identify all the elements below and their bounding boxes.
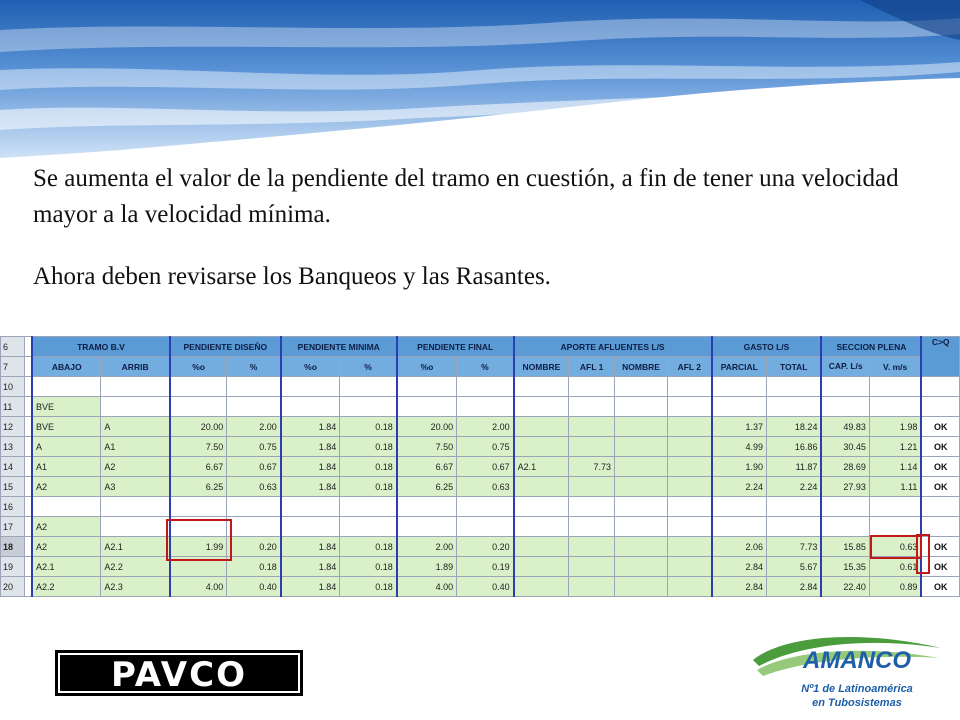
cell-final-percent[interactable] [457,397,514,417]
cell-diseno-permil[interactable] [170,397,227,417]
cell-final-permil[interactable]: 6.67 [397,457,457,477]
cell-afl-1[interactable] [569,557,615,577]
design-slope-highlight [166,519,232,561]
cell-total[interactable]: 7.73 [767,537,822,557]
subheader-final-permil[interactable]: %o [397,357,457,377]
group-pendiente-minima[interactable]: PENDIENTE MINIMA [281,337,397,357]
cell-afl-1[interactable] [569,477,615,497]
cell-total[interactable] [767,397,822,417]
table-row [1,477,960,497]
cell-final-permil[interactable]: 2.00 [397,537,457,557]
cell-nombre-2[interactable] [615,397,668,417]
cell-nombre-1[interactable] [514,377,569,397]
cell-arrib[interactable]: A1 [101,437,170,457]
cell-velocidad[interactable] [869,377,921,397]
cell-minima-permil[interactable] [281,497,340,517]
cell-afl-2[interactable] [668,377,712,397]
row-number[interactable]: 20 [1,577,25,597]
row-number[interactable]: 18 [1,537,25,557]
pavco-logo [55,650,303,696]
cell-afl-1[interactable] [569,577,615,597]
gap-cell [24,497,32,517]
cell-minima-permil[interactable]: 1.84 [281,537,340,557]
row-number[interactable]: 10 [1,377,25,397]
gap-cell [24,397,32,417]
row-number[interactable]: 13 [1,437,25,457]
cell-nombre-1[interactable] [514,437,569,457]
cell-nombre-2[interactable] [615,417,668,437]
gap-cell [24,577,32,597]
amanco-tagline-1: Nº1 de Latinoamérica [801,683,913,695]
cell-final-percent[interactable] [457,377,514,397]
cell-total[interactable] [767,377,822,397]
cell-arrib[interactable]: A2.1 [101,537,170,557]
row-number[interactable]: 14 [1,457,25,477]
group-pendiente-final[interactable]: PENDIENTE FINAL [397,337,514,357]
row-number[interactable]: 16 [1,497,25,517]
cell-diseno-percent[interactable]: 2.00 [227,417,281,437]
cell-afl-1[interactable] [569,537,615,557]
cell-nombre-1[interactable] [514,577,569,597]
amanco-logo [745,632,945,712]
cell-cap[interactable]: 15.35 [821,557,869,577]
cell-cap[interactable]: 15.85 [821,537,869,557]
cell-final-permil[interactable]: 4.00 [397,577,457,597]
cell-afl-2[interactable] [668,577,712,597]
cell-minima-permil[interactable] [281,517,340,537]
cell-total[interactable]: 18.24 [767,417,822,437]
gap-cell [24,437,32,457]
group-seccion-plena[interactable]: SECCION PLENA [821,337,921,357]
cell-final-permil[interactable]: 20.00 [397,417,457,437]
cell-check[interactable]: OK [921,477,959,497]
cell-diseno-percent[interactable]: 0.63 [227,477,281,497]
cell-parcial[interactable] [712,397,767,417]
row-number[interactable]: 7 [1,357,25,377]
cell-diseno-permil[interactable] [170,377,227,397]
subheader-parcial[interactable]: PARCIAL [712,357,767,377]
group-gasto[interactable]: GASTO L/S [712,337,822,357]
cell-final-percent[interactable]: 2.00 [457,417,514,437]
cell-final-percent[interactable]: 0.40 [457,577,514,597]
cell-parcial[interactable]: 4.99 [712,437,767,457]
cell-abajo[interactable]: A2 [32,477,101,497]
cell-final-permil[interactable] [397,517,457,537]
cell-cap[interactable] [821,397,869,417]
cell-minima-percent[interactable] [340,397,397,417]
row-number[interactable]: 17 [1,517,25,537]
gap-cell [24,417,32,437]
cell-abajo[interactable]: A1 [32,457,101,477]
cell-total[interactable] [767,517,822,537]
cell-diseno-permil[interactable]: 20.00 [170,417,227,437]
row-number[interactable]: 11 [1,397,25,417]
velocity-highlight [870,535,922,559]
subheader-nombre-1[interactable]: NOMBRE [514,357,569,377]
table-row [1,577,960,597]
cell-velocidad[interactable]: 0.89 [869,577,921,597]
cell-check[interactable]: OK [921,577,959,597]
cell-velocidad[interactable]: 1.14 [869,457,921,477]
subheader-arrib[interactable]: ARRIB [101,357,170,377]
cell-diseno-percent[interactable] [227,397,281,417]
gap-cell [24,377,32,397]
table-body [1,337,960,597]
cell-diseno-permil[interactable]: 1.99 [170,537,227,557]
cell-parcial[interactable] [712,497,767,517]
spreadsheet [0,336,960,600]
cell-diseno-permil[interactable] [170,497,227,517]
amanco-logo-mark [745,632,945,712]
cell-final-percent[interactable]: 0.75 [457,437,514,457]
amanco-wordmark: AMANCO [803,647,911,674]
subheader-row [1,357,960,377]
cell-nombre-1[interactable] [514,517,569,537]
cell-velocidad[interactable]: 0.63 [869,537,921,557]
gap-cell [24,477,32,497]
cell-arrib[interactable]: A2.2 [101,557,170,577]
cell-final-percent[interactable] [457,517,514,537]
cell-check[interactable]: OK [921,537,959,557]
table-row [1,437,960,457]
cell-velocidad[interactable] [869,497,921,517]
cell-arrib[interactable] [101,377,170,397]
table-row [1,417,960,437]
cell-minima-percent[interactable]: 0.18 [340,417,397,437]
cell-abajo[interactable]: A2 [32,517,101,537]
table-row [1,557,960,577]
subheader-final-percent[interactable]: % [457,357,514,377]
amanco-tagline-2: en Tubosistemas [812,697,902,709]
cell-cap[interactable]: 27.93 [821,477,869,497]
explanation-paragraph: Se aumenta el valor de la pendiente del tramo en cuestión, a fin de tener una velocidad mayor a la velocidad mínima. [33,165,899,228]
cell-nombre-2[interactable] [615,557,668,577]
cell-afl-1[interactable] [569,437,615,457]
cell-afl-1[interactable] [569,397,615,417]
cell-parcial[interactable] [712,377,767,397]
subheader-cap[interactable]: CAP. L/s [821,357,869,377]
cell-diseno-percent[interactable]: 0.18 [227,557,281,577]
row-number[interactable]: 19 [1,557,25,577]
pavco-logo-mark [55,650,303,696]
cell-minima-permil[interactable]: 1.84 [281,557,340,577]
cell-nombre-1[interactable]: A2.1 [514,457,569,477]
cell-total[interactable]: 2.84 [767,577,822,597]
cell-check[interactable] [921,397,959,417]
table-row [1,497,960,517]
group-header-row [1,337,960,357]
cell-afl-1[interactable]: 7.73 [569,457,615,477]
cell-afl-2[interactable] [668,437,712,457]
cell-velocidad[interactable]: 1.11 [869,477,921,497]
cell-velocidad[interactable] [869,397,921,417]
gap-cell [24,457,32,477]
cell-nombre-2[interactable] [615,537,668,557]
cell-nombre-2[interactable] [615,497,668,517]
cell-velocidad[interactable] [869,517,921,537]
row-number[interactable]: 12 [1,417,25,437]
cell-final-permil[interactable] [397,377,457,397]
cell-diseno-permil[interactable]: 6.67 [170,457,227,477]
cell-diseno-permil[interactable]: 6.25 [170,477,227,497]
cell-minima-percent[interactable]: 0.18 [340,437,397,457]
cell-afl-2[interactable] [668,457,712,477]
cell-minima-permil[interactable]: 1.84 [281,437,340,457]
cell-abajo[interactable]: A [32,437,101,457]
cell-cap[interactable]: 22.40 [821,577,869,597]
cell-velocidad[interactable]: 1.98 [869,417,921,437]
cell-afl-1[interactable] [569,517,615,537]
cell-arrib[interactable] [101,397,170,417]
cell-minima-permil[interactable]: 1.84 [281,417,340,437]
table-row [1,517,960,537]
cell-diseno-percent[interactable]: 0.20 [227,537,281,557]
cell-check[interactable] [921,497,959,517]
cell-arrib[interactable]: A2 [101,457,170,477]
cell-minima-permil[interactable] [281,397,340,417]
cell-total[interactable] [767,497,822,517]
cell-final-permil[interactable] [397,397,457,417]
cell-velocidad[interactable]: 1.21 [869,437,921,457]
cell-final-permil[interactable]: 6.25 [397,477,457,497]
cell-afl-2[interactable] [668,517,712,537]
cell-minima-percent[interactable] [340,377,397,397]
cell-nombre-1[interactable] [514,417,569,437]
cell-arrib[interactable]: A [101,417,170,437]
subheader-afl-2[interactable]: AFL 2 [668,357,712,377]
subheader-total[interactable]: TOTAL [767,357,822,377]
table-row [1,397,960,417]
table-row [1,537,960,557]
gap-cell [24,517,32,537]
cell-abajo[interactable]: BVE [32,397,101,417]
cell-minima-permil[interactable] [281,377,340,397]
cell-afl-2[interactable] [668,477,712,497]
cell-nombre-1[interactable] [514,497,569,517]
cell-diseno-percent[interactable]: 0.67 [227,457,281,477]
cell-afl-1[interactable] [569,377,615,397]
cell-check[interactable]: OK [921,557,959,577]
hydraulics-table [0,336,960,597]
cell-final-percent[interactable] [457,497,514,517]
cell-final-percent[interactable]: 0.67 [457,457,514,477]
cell-nombre-1[interactable] [514,537,569,557]
cell-final-permil[interactable] [397,497,457,517]
cell-diseno-percent[interactable]: 0.75 [227,437,281,457]
cell-minima-percent[interactable]: 0.18 [340,537,397,557]
water-banner [0,0,960,160]
cell-arrib[interactable]: A3 [101,477,170,497]
subheader-nombre-2[interactable]: NOMBRE [615,357,668,377]
cell-cap[interactable]: 28.69 [821,457,869,477]
gap-cell [24,557,32,577]
cell-arrib[interactable] [101,517,170,537]
cell-parcial[interactable]: 2.84 [712,577,767,597]
cell-abajo[interactable]: A2.1 [32,557,101,577]
cell-cap[interactable]: 49.83 [821,417,869,437]
cell-check[interactable] [921,377,959,397]
subheader-abajo[interactable]: ABAJO [32,357,101,377]
cell-abajo[interactable] [32,497,101,517]
cell-check[interactable]: OK [921,417,959,437]
group-pendiente-diseno[interactable]: PENDIENTE DISEÑO [170,337,281,357]
cell-nombre-2[interactable] [615,477,668,497]
cell-diseno-percent[interactable] [227,517,281,537]
subheader-minima-percent[interactable]: % [340,357,397,377]
subheader-minima-permil[interactable]: %o [281,357,340,377]
cell-afl-1[interactable] [569,497,615,517]
cell-minima-percent[interactable]: 0.18 [340,557,397,577]
cell-abajo[interactable] [32,377,101,397]
cell-abajo[interactable]: BVE [32,417,101,437]
group-c-gt-q[interactable]: C>Q [921,337,959,377]
subheader-diseno-permil[interactable]: %o [170,357,227,377]
gap-cell [24,537,32,557]
cell-parcial[interactable]: 2.24 [712,477,767,497]
cell-afl-2[interactable] [668,557,712,577]
cell-minima-percent[interactable] [340,497,397,517]
cell-diseno-percent[interactable]: 0.40 [227,577,281,597]
cell-cap[interactable] [821,517,869,537]
cell-diseno-percent[interactable] [227,377,281,397]
row-number[interactable]: 6 [1,337,25,357]
cell-afl-2[interactable] [668,417,712,437]
cell-afl-2[interactable] [668,497,712,517]
cell-afl-2[interactable] [668,537,712,557]
cell-diseno-permil[interactable]: 4.00 [170,577,227,597]
cell-parcial[interactable] [712,517,767,537]
cell-final-percent[interactable]: 0.19 [457,557,514,577]
cell-parcial[interactable]: 2.06 [712,537,767,557]
row-number[interactable]: 15 [1,477,25,497]
pavco-wordmark: PAVCO [111,655,247,695]
cell-final-permil[interactable]: 7.50 [397,437,457,457]
cell-cap[interactable] [821,377,869,397]
cell-minima-percent[interactable]: 0.18 [340,457,397,477]
cell-afl-2[interactable] [668,397,712,417]
cell-abajo[interactable]: A2 [32,537,101,557]
cell-nombre-2[interactable] [615,517,668,537]
cell-afl-1[interactable] [569,417,615,437]
cell-minima-percent[interactable] [340,517,397,537]
group-aporte-afluentes[interactable]: APORTE AFLUENTES L/S [514,337,712,357]
cell-cap[interactable] [821,497,869,517]
cell-abajo[interactable]: A2.2 [32,577,101,597]
subheader-diseno-percent[interactable]: % [227,357,281,377]
cell-final-percent[interactable]: 0.63 [457,477,514,497]
table-row [1,457,960,477]
cell-total[interactable]: 5.67 [767,557,822,577]
cell-arrib[interactable] [101,497,170,517]
group-tramo[interactable]: TRAMO B.V [32,337,170,357]
cell-nombre-1[interactable] [514,397,569,417]
cell-minima-permil[interactable]: 1.84 [281,477,340,497]
cell-minima-permil[interactable]: 1.84 [281,457,340,477]
cell-check[interactable]: OK [921,437,959,457]
cell-arrib[interactable]: A2.3 [101,577,170,597]
cell-total[interactable]: 16.86 [767,437,822,457]
cell-total[interactable]: 11.87 [767,457,822,477]
cell-parcial[interactable]: 2.84 [712,557,767,577]
check-highlight [916,534,930,574]
review-paragraph: Ahora deben revisarse los Banqueos y las Rasantes. [33,263,551,290]
subheader-afl-1[interactable]: AFL 1 [569,357,615,377]
cell-nombre-1[interactable] [514,557,569,577]
cell-minima-permil[interactable]: 1.84 [281,577,340,597]
cell-final-permil[interactable]: 1.89 [397,557,457,577]
cell-check[interactable]: OK [921,457,959,477]
cell-diseno-permil[interactable]: 7.50 [170,437,227,457]
subheader-velocidad[interactable]: V. m/s [869,357,921,377]
cell-total[interactable]: 2.24 [767,477,822,497]
cell-nombre-2[interactable] [615,377,668,397]
table-row [1,377,960,397]
cell-minima-percent[interactable]: 0.18 [340,477,397,497]
cell-parcial[interactable]: 1.90 [712,457,767,477]
cell-parcial[interactable]: 1.37 [712,417,767,437]
cell-final-percent[interactable]: 0.20 [457,537,514,557]
cell-nombre-2[interactable] [615,577,668,597]
cell-nombre-2[interactable] [615,457,668,477]
cell-nombre-2[interactable] [615,437,668,457]
cell-velocidad[interactable]: 0.61 [869,557,921,577]
cell-diseno-percent[interactable] [227,497,281,517]
cell-minima-percent[interactable]: 0.18 [340,577,397,597]
cell-nombre-1[interactable] [514,477,569,497]
cell-cap[interactable]: 30.45 [821,437,869,457]
